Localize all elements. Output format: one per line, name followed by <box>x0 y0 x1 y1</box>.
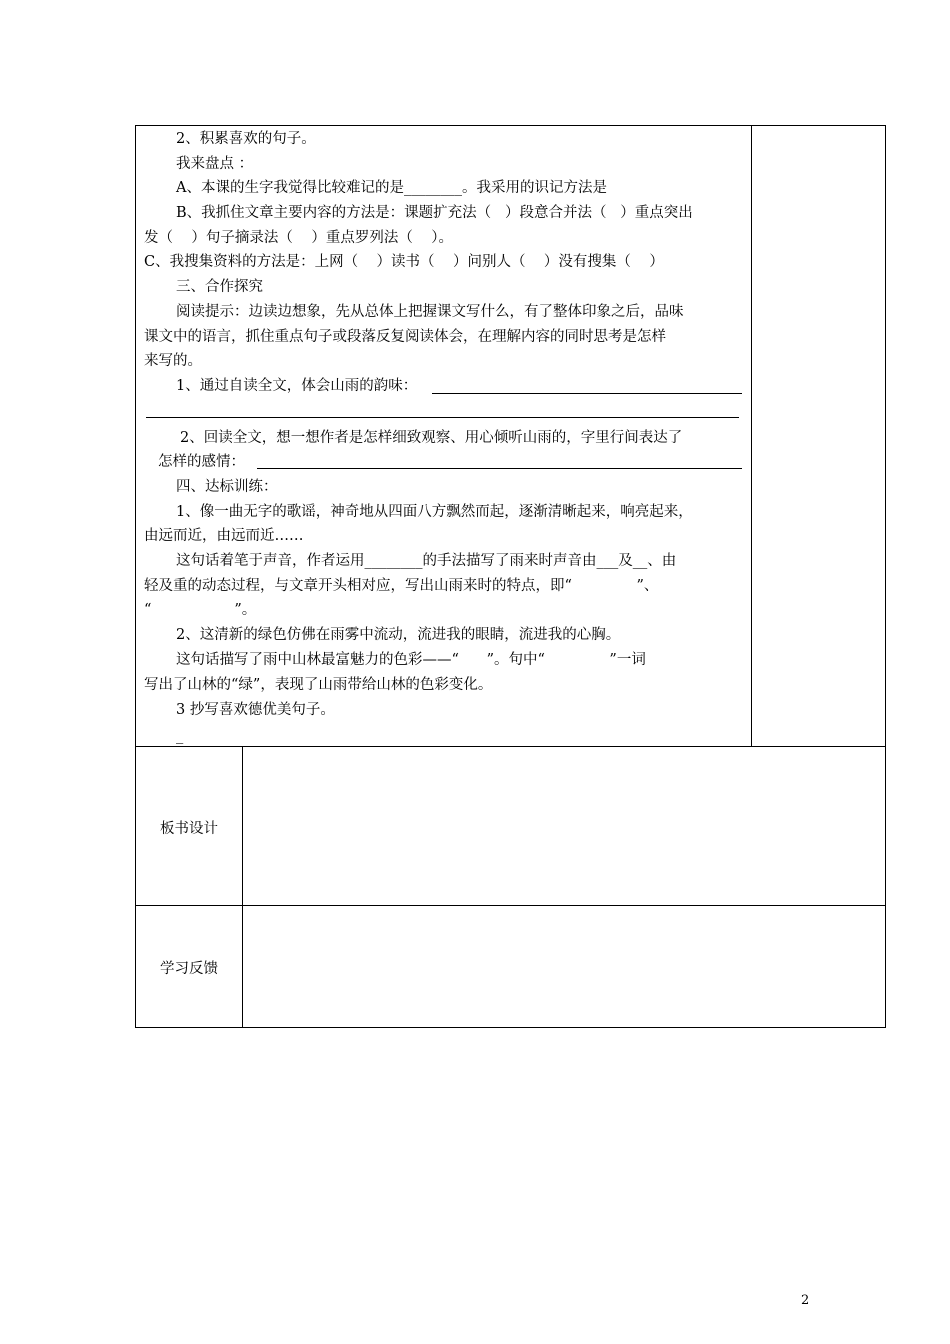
answer-line <box>432 393 742 394</box>
text-line: C、我搜集资料的方法是：上网（ ）读书（ ）问别人（ ）没有搜集（ ） <box>144 254 664 270</box>
text-line: 阅读提示：边读边想象，先从总体上把握课文写什么，有了整体印象之后，品味 <box>176 304 684 320</box>
text-line: A、本课的生字我觉得比较难记的是________。我采用的识记方法是 <box>176 180 607 196</box>
content-right-divider <box>751 125 752 747</box>
text-line: “ ”。 <box>144 602 257 618</box>
table-top-border <box>135 125 886 126</box>
row-divider-1 <box>135 746 886 747</box>
text-line: 发（ ）句子摘录法（ ）重点罗列法（ ）。 <box>144 230 454 246</box>
answer-line <box>146 417 739 418</box>
text-line: 由远而近，由远而近…… <box>144 528 304 544</box>
text-line: 课文中的语言，抓住重点句子或段落反复阅读体会，在理解内容的同时思考是怎样 <box>144 329 666 345</box>
label-column-divider <box>242 746 243 1028</box>
table-left-border <box>135 125 136 1028</box>
table-right-border <box>885 125 886 1028</box>
section-heading: 四、达标训练： <box>176 479 278 495</box>
row-divider-2 <box>135 905 886 906</box>
text-line: 这句话描写了雨中山林最富魅力的色彩——“ ”。句中“ ”一词 <box>176 652 646 668</box>
text-line: 写出了山林的“绿”，表现了山雨带给山林的色彩变化。 <box>144 677 493 693</box>
text-line: 我来盘点 ： <box>176 156 254 172</box>
text-line: _ <box>176 728 184 744</box>
text-line: 轻及重的动态过程，与文章开头相对应，写出山雨来时的特点，即“ ”、 <box>144 578 659 594</box>
text-line: 这句话着笔于声音，作者运用________的手法描写了雨来时声音由___及__、由 <box>176 553 677 569</box>
board-design-label: 板书设计 <box>160 821 218 837</box>
answer-line <box>257 468 742 469</box>
text-line: 来写的。 <box>144 353 202 369</box>
feedback-label: 学习反馈 <box>160 961 218 977</box>
text-line: 2、这清新的绿色仿佛在雨雾中流动，流进我的眼睛，流进我的心胸。 <box>176 627 621 643</box>
section-heading: 三、合作探究 <box>176 279 263 295</box>
text-line: 怎样的感情： <box>158 454 245 470</box>
text-line: 3 抄写喜欢德优美句子。 <box>176 702 335 718</box>
text-line: B、我抓住文章主要内容的方法是：课题扩充法（ ）段意合并法（ ）重点突出 <box>176 205 693 221</box>
page-number: 2 <box>801 1293 810 1308</box>
text-line: 2、积累喜欢的句子。 <box>176 131 316 147</box>
text-line: 1、通过自读全文，体会山雨的韵味： <box>176 378 418 394</box>
text-line: 1、像一曲无字的歌谣，神奇地从四面八方飘然而起，逐渐清晰起来，响亮起来， <box>176 504 693 520</box>
table-bottom-border <box>135 1027 886 1028</box>
text-line: 2、回读全文，想一想作者是怎样细致观察、用心倾听山雨的，字里行间表达了 <box>180 430 683 446</box>
